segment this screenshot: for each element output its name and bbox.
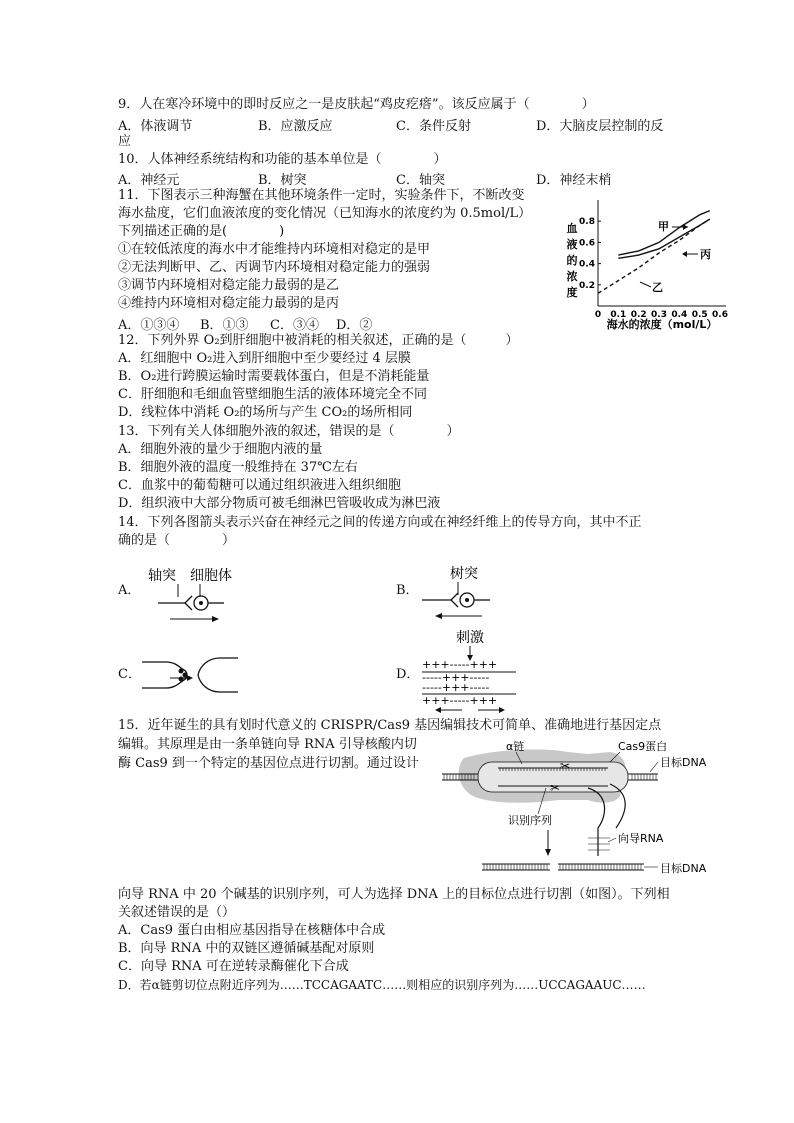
x-tick-label: 0.3 [651, 310, 667, 320]
q14-letter-c: C． [118, 667, 141, 682]
q11-line-3: 下列描述正确的是( ) [118, 224, 285, 239]
q13-option-a: A．细胞外液的量少于细胞内液的量 [118, 442, 323, 457]
q12-option-b: B．O₂进行跨膜运输时需要载体蛋白，但是不消耗能量 [118, 369, 430, 384]
scissors-icon-2: ✂ [550, 781, 561, 795]
q10-option-c: C．轴突 [396, 173, 445, 188]
x-tick-label: 0.5 [691, 310, 708, 320]
label-guide-rna: 向导RNA [618, 832, 664, 845]
scissors-icon-1: ✂ [560, 759, 571, 773]
y-label-char: 血 [566, 222, 578, 235]
q15-figure [438, 738, 728, 880]
q14-letter-b: B． [396, 583, 419, 598]
q11-option-b: B．①③ [200, 318, 249, 333]
y-tick-label: 0.6 [579, 238, 595, 249]
label-recognition-sequence: 识别序列 [508, 814, 552, 827]
q11-line-1: 11．下图表示三种海蟹在其他环境条件一定时，实验条件下，不断改变 [118, 188, 525, 203]
label-stimulus: 刺激 [456, 630, 484, 646]
legend-jia: 甲 [658, 220, 669, 233]
y-label-char: 度 [566, 286, 578, 299]
q11-option-c: C．③④ [270, 318, 319, 333]
chart-y-axis-label [567, 221, 578, 299]
q10-option-b: B．树突 [258, 173, 307, 188]
label-soma: 细胞体 [190, 568, 232, 584]
q15-line-3: 酶 Cas9 到一个特定的基因位点进行切割。通过设计 [118, 756, 419, 771]
y-label-char: 浓 [566, 270, 578, 283]
y-tick-label: 0.4 [579, 259, 595, 270]
q9-option-d-wrap: 应 [118, 134, 132, 149]
q14-letter-d: D． [396, 667, 420, 682]
q9-option-a: A．体液调节 [118, 119, 193, 134]
q15-line-1: 15．近年诞生的具有划时代意义的 CRISPR/Cas9 基因编辑技术可简单、准确地进行基因定点 [118, 718, 662, 733]
q14-line-2: 确的是（ ） [118, 533, 236, 548]
legend-yi: 乙 [652, 281, 663, 294]
x-tick-label: 0.6 [712, 310, 728, 320]
q10-stem: 10．人体神经系统结构和功能的基本单位是（ ） [118, 152, 447, 167]
q9-options [118, 115, 678, 133]
q10-options [118, 169, 678, 187]
y-label-char: 的 [566, 254, 578, 267]
q9-option-c: C．条件反射 [396, 119, 471, 134]
y-label-char: 液 [566, 238, 578, 251]
y-tick-label: 0.8 [579, 217, 595, 228]
down-arrow [545, 849, 551, 856]
synapse-bracket [185, 596, 192, 610]
q12-stem: 12．下列外界 O₂到肝细胞中被消耗的相关叙述，正确的是（ ） [118, 333, 519, 348]
charge-row-2: -‐-‐-+++-‐-‐- [422, 671, 490, 684]
q14-figure-d [418, 628, 528, 714]
y-tick-label: 0.2 [579, 280, 595, 291]
q15-option-a: A．Cas9 蛋白由相应基因指导在核糖体中合成 [118, 923, 386, 938]
legend-yi-pointer [640, 282, 651, 287]
q11-option-d: D．② [336, 318, 373, 333]
postsynaptic-membrane [198, 658, 238, 692]
legend-bing: 丙 [700, 248, 711, 261]
q15-line-4: 向导 RNA 中 20 个碱基的识别序列，可人为选择 DNA 上的目标位点进行切割（如图）。下列相 [118, 887, 670, 902]
q14-figure-c [140, 650, 260, 700]
q9-stem: 9．人在寒冷环境中的即时反应之一是皮肤起“鸡皮疙瘩”。该反应属于（ ） [118, 97, 595, 112]
q14-figure-a [140, 562, 260, 624]
x-tick-label: 0 [594, 310, 602, 320]
charge-row-1: +++-‐-‐-+++ [422, 658, 498, 671]
label-target-dna-2: 目标DNA [660, 862, 707, 875]
q10-option-d: D．神经末梢 [536, 173, 612, 188]
q13-option-b: B．细胞外液的温度一般维持在 37℃左右 [118, 460, 358, 475]
label-dendrite: 树突 [450, 566, 478, 582]
q14-line-1: 14．下列各图箭头表示兴奋在神经元之间的传递方向或在神经纤维上的传导方向，其中不正 [118, 515, 642, 530]
q15-option-d: D．若α链剪切位点附近序列为……TCCAGAATC……则相应的识别序列为……UCCAGAAUC…… [118, 978, 646, 992]
label-axon: 轴突 [148, 568, 176, 584]
charge-row-4: +++-‐-‐-+++ [422, 694, 498, 707]
q11-statement-3: ③调节内环境相对稳定能力最弱的是乙 [118, 278, 340, 293]
q11-line-2: 海水盐度，它们血液浓度的变化情况（已知海水的浓度约为 0.5mol/L） [118, 206, 532, 221]
q10-option-a: A．神经元 [118, 173, 180, 188]
q14-letter-a: A． [118, 583, 141, 598]
q15-line-2: 编辑。其原理是由一条单链向导 RNA 引导核酸内切 [118, 737, 417, 752]
charge-row-3: -‐-‐-+++-‐-‐- [422, 681, 490, 694]
label-alpha-chain: α链 [506, 740, 525, 753]
q11-statement-4: ④维持内环境相对稳定能力最弱的是丙 [118, 296, 340, 311]
label-cas9: Cas9蛋白 [618, 740, 668, 753]
label-target-dna-1: 目标DNA [660, 756, 707, 769]
q13-option-c: C．血浆中的葡萄糖可以通过组织液进入组织细胞 [118, 478, 401, 493]
x-tick-label: 0.2 [630, 310, 647, 320]
q12-option-c: C．肝细胞和毛细血管壁细胞生活的液体环境完全不同 [118, 387, 427, 402]
q9-option-d: D．大脑皮层控制的反 [536, 119, 664, 134]
q11-option-a: A．①③④ [118, 318, 180, 333]
q12-option-a: A．红细胞中 O₂进入到肝细胞中至少要经过 4 层膜 [118, 351, 411, 366]
q11-statement-2: ②无法判断甲、乙、丙调节内环境相对稳定能力的强弱 [118, 260, 431, 275]
legend-bing-arrowhead [682, 251, 687, 257]
q15-option-c: C．向导 RNA 可在逆转录酶催化下合成 [118, 959, 349, 974]
q11-statement-1: ①在较低浓度的海水中才能维持内环境相对稳定的是甲 [118, 242, 431, 257]
q11-chart [560, 190, 750, 335]
presynaptic-knob [142, 662, 187, 688]
q14-figure-b [418, 562, 538, 624]
q13-stem: 13．下列有关人体细胞外液的叙述，错误的是（ ） [118, 424, 460, 439]
x-tick-label: 0.4 [671, 310, 688, 320]
chart-x-axis-label: 海水的浓度（mol/L） [606, 318, 718, 331]
q9-option-b: B．应激反应 [258, 119, 333, 134]
x-tick-label: 0.1 [610, 310, 627, 320]
q13-option-d: D．组织液中大部分物质可被毛细淋巴管吸收成为淋巴液 [118, 496, 441, 511]
q15-line-5: 关叙述错误的是（） [118, 905, 236, 920]
q12-option-d: D．线粒体中消耗 O₂的场所与产生 CO₂的场所相同 [118, 405, 413, 420]
q15-option-b: B．向导 RNA 中的双链区遵循碱基配对原则 [118, 941, 375, 956]
legend-jia-arrowhead [683, 224, 688, 230]
